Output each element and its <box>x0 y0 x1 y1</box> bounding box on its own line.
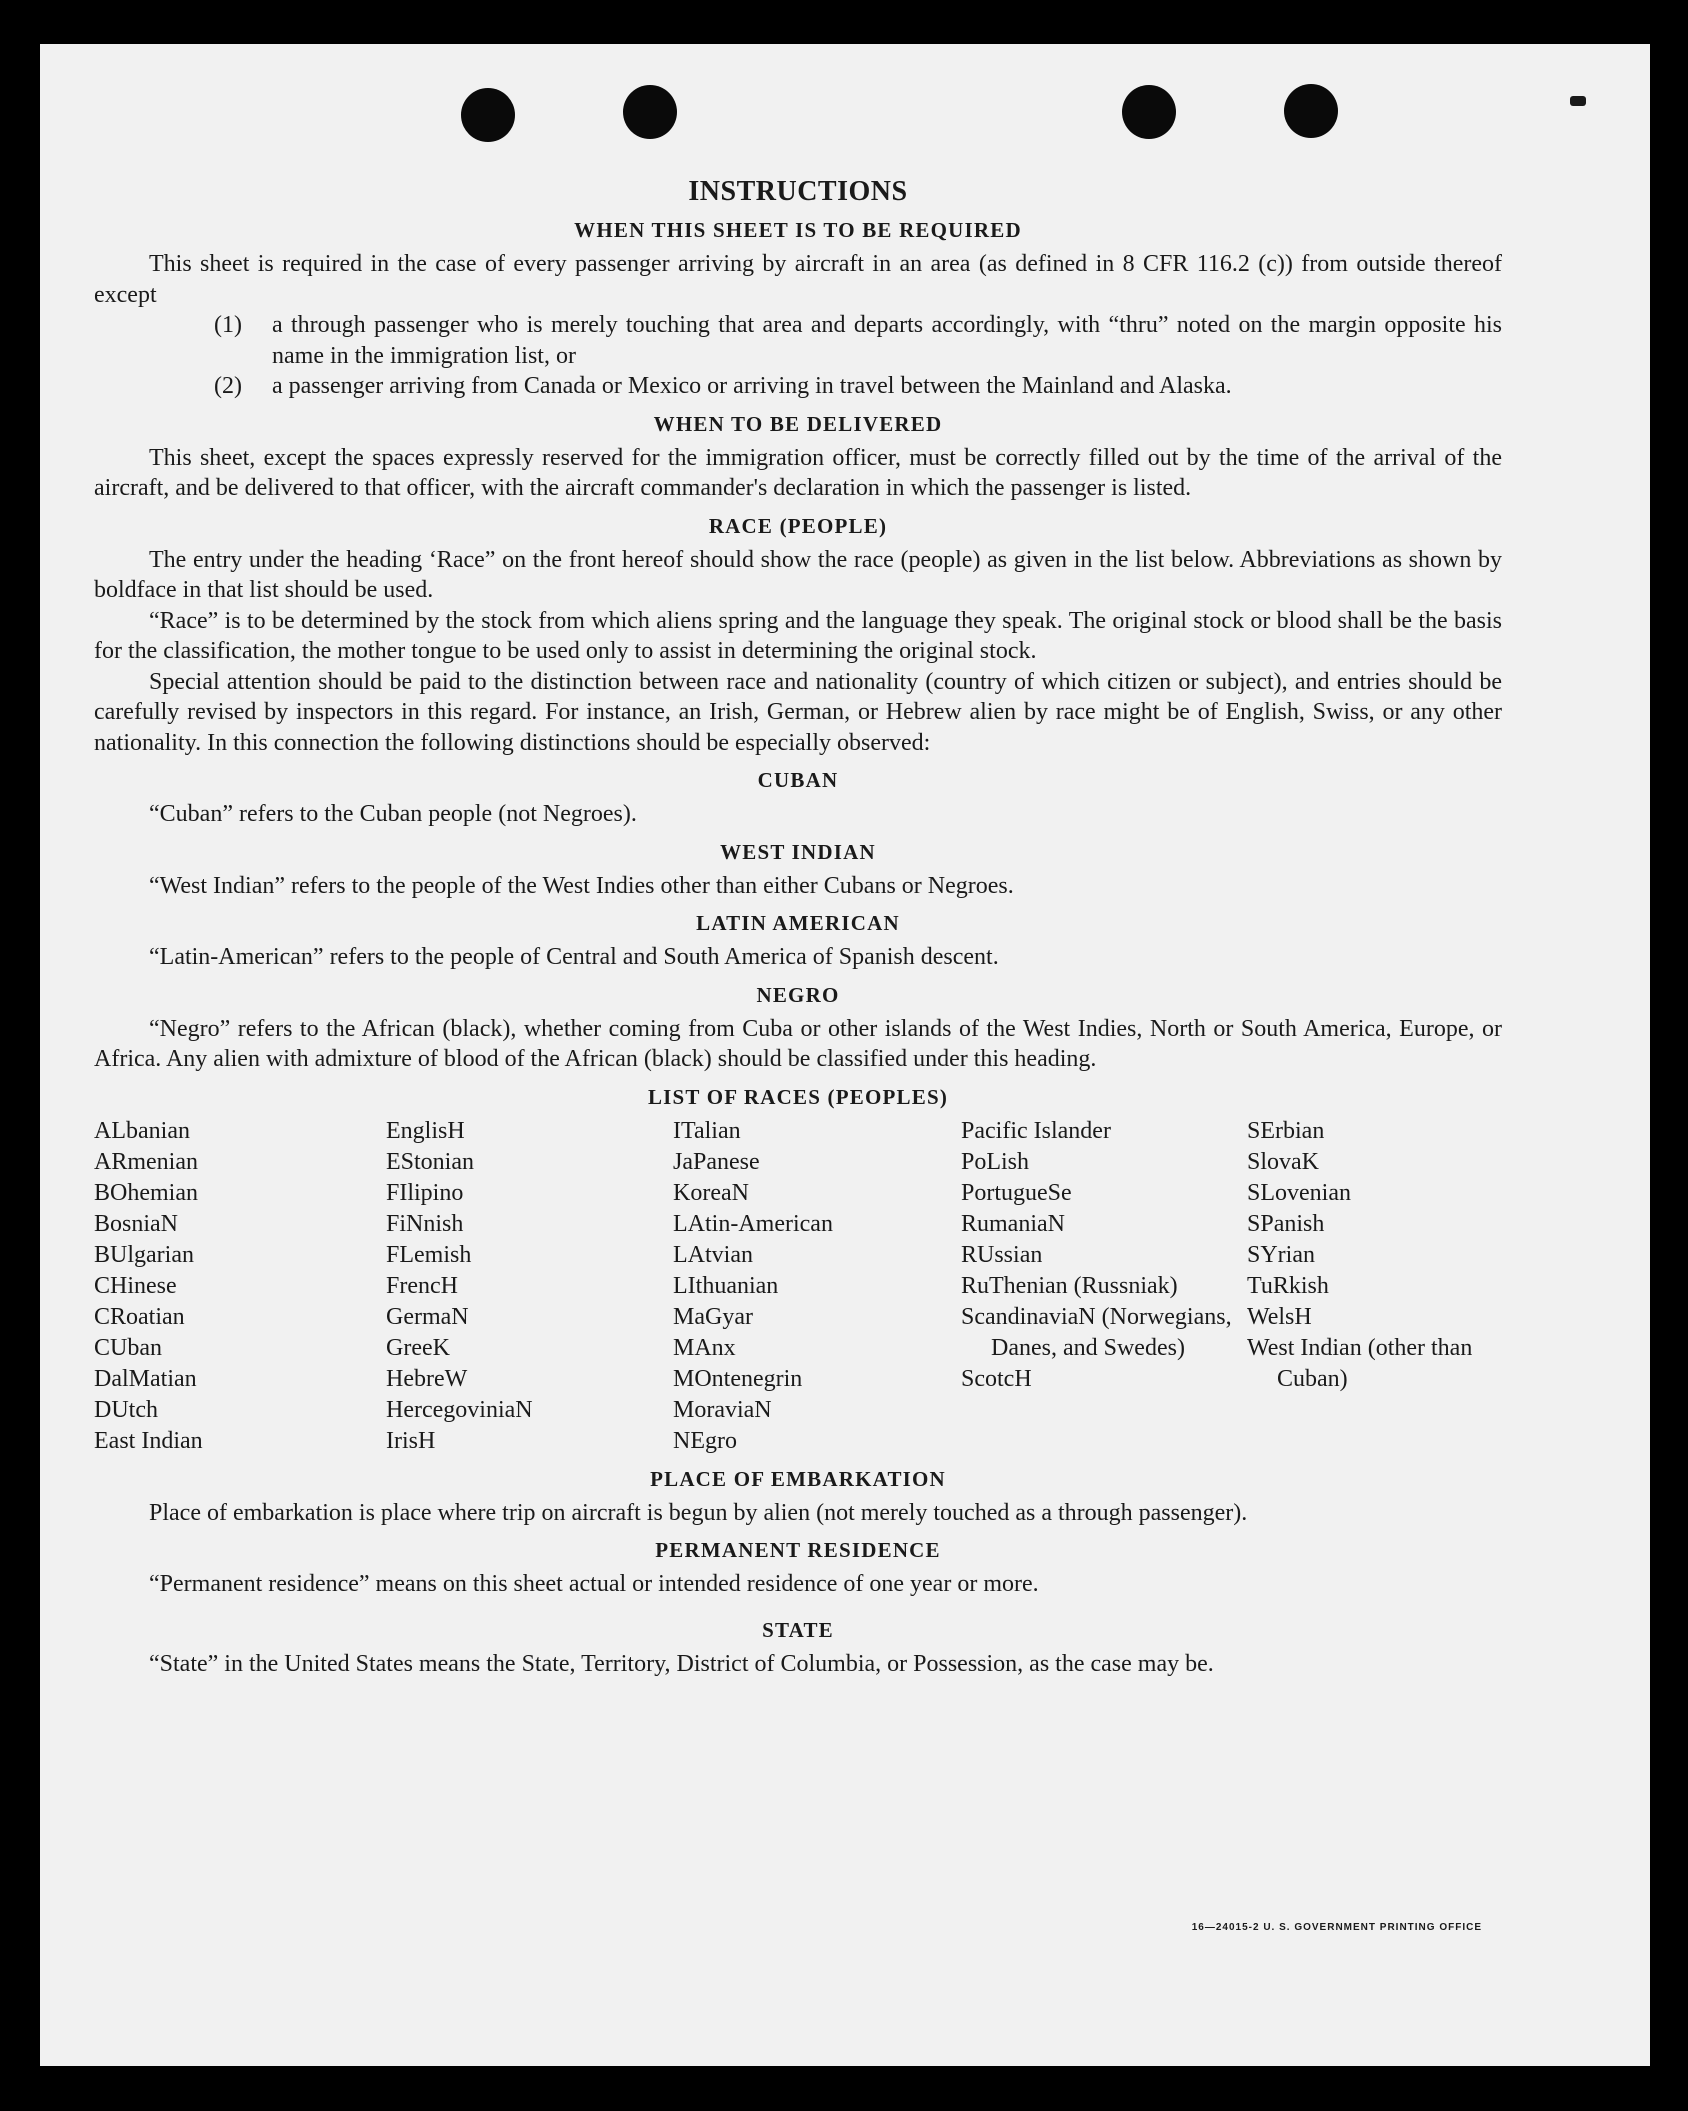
race-entry: EStonian <box>386 1148 474 1175</box>
latin-american-text: “Latin-American” refers to the people of Central and South America of Spanish descent. <box>149 944 999 970</box>
race-entry: FLemish <box>386 1241 472 1268</box>
list-item <box>94 371 1502 402</box>
race-entry: West Indian (other than Cuban) <box>1247 1334 1473 1392</box>
state-heading: STATE <box>762 1617 834 1642</box>
ink-mark <box>1570 96 1586 106</box>
list-item <box>94 310 1502 371</box>
race-entry: BosniaN <box>94 1210 178 1237</box>
negro-heading: NEGRO <box>756 982 840 1007</box>
race-entry: BUlgarian <box>94 1241 194 1268</box>
race-paragraph: The entry under the heading ‘Race” on the front hereof should show the race (people) as given in the list below. Abbreviations as shown by boldface in that list should be used. <box>94 546 1502 603</box>
west-indian-heading: WEST INDIAN <box>720 839 876 864</box>
race-entry: LAtin-American <box>673 1210 833 1237</box>
race-entry: Pacific Islander <box>961 1117 1111 1144</box>
document-content <box>94 176 1502 1679</box>
residence-heading: PERMANENT RESIDENCE <box>655 1538 941 1562</box>
race-entry: KoreaN <box>673 1179 749 1206</box>
race-entry: IrisH <box>386 1427 436 1454</box>
race-entry: RUssian <box>961 1241 1043 1268</box>
races-list <box>94 1116 1502 1457</box>
race-entry: RuThenian (Russniak) <box>961 1272 1178 1299</box>
race-entry: FrencH <box>386 1272 458 1299</box>
race-entry: NEgro <box>673 1427 737 1454</box>
race-entry: WelsH <box>1247 1303 1312 1330</box>
race-entry: MOntenegrin <box>673 1365 803 1392</box>
race-entry: LIthuanian <box>673 1272 779 1299</box>
races-column-3 <box>673 1116 961 1457</box>
race-entry: EnglisH <box>386 1117 465 1144</box>
punch-hole-3 <box>1122 85 1176 139</box>
document-sheet <box>40 44 1650 2066</box>
cuban-heading: CUBAN <box>757 768 839 792</box>
race-entry: GreeK <box>386 1334 450 1361</box>
race-paragraph: “Race” is to be determined by the stock from which aliens spring and the language they speak. The original stock or blood shall be the basis for the classification, the mother tongue to be used only to assist in determining the original stock. <box>94 607 1502 664</box>
race-entry: DalMatian <box>94 1365 197 1392</box>
item-number: (2) <box>214 373 242 399</box>
punch-hole-2 <box>623 85 677 139</box>
race-heading: RACE (PEOPLE) <box>708 513 888 538</box>
page-title: INSTRUCTIONS <box>688 176 908 207</box>
latin-american-heading: LATIN AMERICAN <box>696 911 900 935</box>
race-entry: HercegoviniaN <box>386 1396 533 1423</box>
race-entry: ARmenian <box>94 1148 198 1175</box>
race-entry: MoraviaN <box>673 1396 772 1423</box>
race-entry: FiNnish <box>386 1210 464 1237</box>
race-entry: SErbian <box>1247 1117 1325 1144</box>
race-entry: ALbanian <box>94 1117 190 1144</box>
race-entry: LAtvian <box>673 1241 753 1268</box>
races-column-1 <box>94 1116 386 1457</box>
state-text: “State” in the United States means the State, Territory, District of Columbia, or Possession, as the case may be. <box>149 1650 1214 1677</box>
races-column-2 <box>386 1116 673 1457</box>
race-entry: CHinese <box>94 1272 177 1299</box>
race-entry: CUban <box>94 1334 162 1361</box>
residence-text: “Permanent residence” means on this sheet actual or intended residence of one year or more. <box>149 1571 1039 1597</box>
race-entry: ScotcH <box>961 1365 1032 1392</box>
race-entry: SLovenian <box>1247 1179 1351 1206</box>
race-entry: FIlipino <box>386 1179 464 1206</box>
races-column-5 <box>1247 1116 1502 1457</box>
race-entry: RumaniaN <box>961 1210 1065 1237</box>
race-entry: MaGyar <box>673 1303 753 1330</box>
race-entry: TuRkish <box>1247 1272 1329 1299</box>
race-entry: East Indian <box>94 1427 203 1454</box>
when-required-heading: WHEN THIS SHEET IS TO BE REQUIRED <box>574 218 1022 242</box>
race-entry: PortugueSe <box>961 1179 1072 1206</box>
printing-office-code: 16—24015-2 U. S. GOVERNMENT PRINTING OFFICE <box>1191 1922 1482 1933</box>
race-entry: JaPanese <box>673 1148 760 1175</box>
west-indian-text: “West Indian” refers to the people of the West Indies other than either Cubans or Negroes. <box>149 872 1014 899</box>
race-entry: SlovaK <box>1247 1148 1319 1175</box>
race-entry: HebreW <box>386 1365 468 1392</box>
item-number: (1) <box>214 312 242 338</box>
cuban-text: “Cuban” refers to the Cuban people (not Negroes). <box>149 801 637 827</box>
race-entry: ITalian <box>673 1117 741 1144</box>
negro-text: “Negro” refers to the African (black), whether coming from Cuba or other islands of the West Indies, North or South America, Europe, or Africa. Any alien with admixture of blood of the African (black) should be classified under this heading. <box>94 1015 1502 1072</box>
races-column-4 <box>961 1116 1247 1457</box>
race-entry: SPanish <box>1247 1210 1325 1237</box>
race-entry: MAnx <box>673 1334 736 1361</box>
race-entry: GermaN <box>386 1303 469 1330</box>
when-delivered-text: This sheet, except the spaces expressly reserved for the immigration officer, must be correctly filled out by the time of the arrival of the aircraft, and be delivered to that officer, with the aircraft commander's declaration in which the passenger is listed. <box>94 444 1502 501</box>
punch-hole-4 <box>1284 84 1338 138</box>
item-text: a passenger arriving from Canada or Mexico or arriving in travel between the Mainland and Alaska. <box>272 373 1232 399</box>
when-delivered-heading: WHEN TO BE DELIVERED <box>653 411 943 436</box>
item-text: a through passenger who is merely touching that area and departs accordingly, with “thru” noted on the margin opposite his name in the immigration list, or <box>272 312 1502 369</box>
race-entry: CRoatian <box>94 1303 185 1330</box>
embarkation-heading: PLACE OF EMBARKATION <box>650 1466 946 1491</box>
when-required-intro: This sheet is required in the case of every passenger arriving by aircraft in an area (as defined in 8 CFR 116.2 (c)) from outside thereof except <box>94 251 1502 308</box>
race-paragraph: Special attention should be paid to the distinction between race and nationality (country of which citizen or subject), and entries should be carefully revised by inspectors in this regard. For instance, an Irish, German, or Hebrew alien by race might be of English, Swiss, or any other nationality. In this connection the following distinctions should be especially observed: <box>94 668 1502 756</box>
race-entry: PoLish <box>961 1148 1030 1175</box>
race-entry: DUtch <box>94 1396 158 1423</box>
race-entry: SYrian <box>1247 1241 1315 1268</box>
race-entry: ScandinaviaN (Norwegians, Danes, and Swedes) <box>961 1303 1232 1361</box>
list-of-races-heading: LIST OF RACES (PEOPLES) <box>647 1084 949 1109</box>
embarkation-text: Place of embarkation is place where trip on aircraft is begun by alien (not merely touched as a through passenger). <box>149 1499 1248 1526</box>
race-entry: BOhemian <box>94 1179 198 1206</box>
punch-hole-1 <box>461 88 515 142</box>
